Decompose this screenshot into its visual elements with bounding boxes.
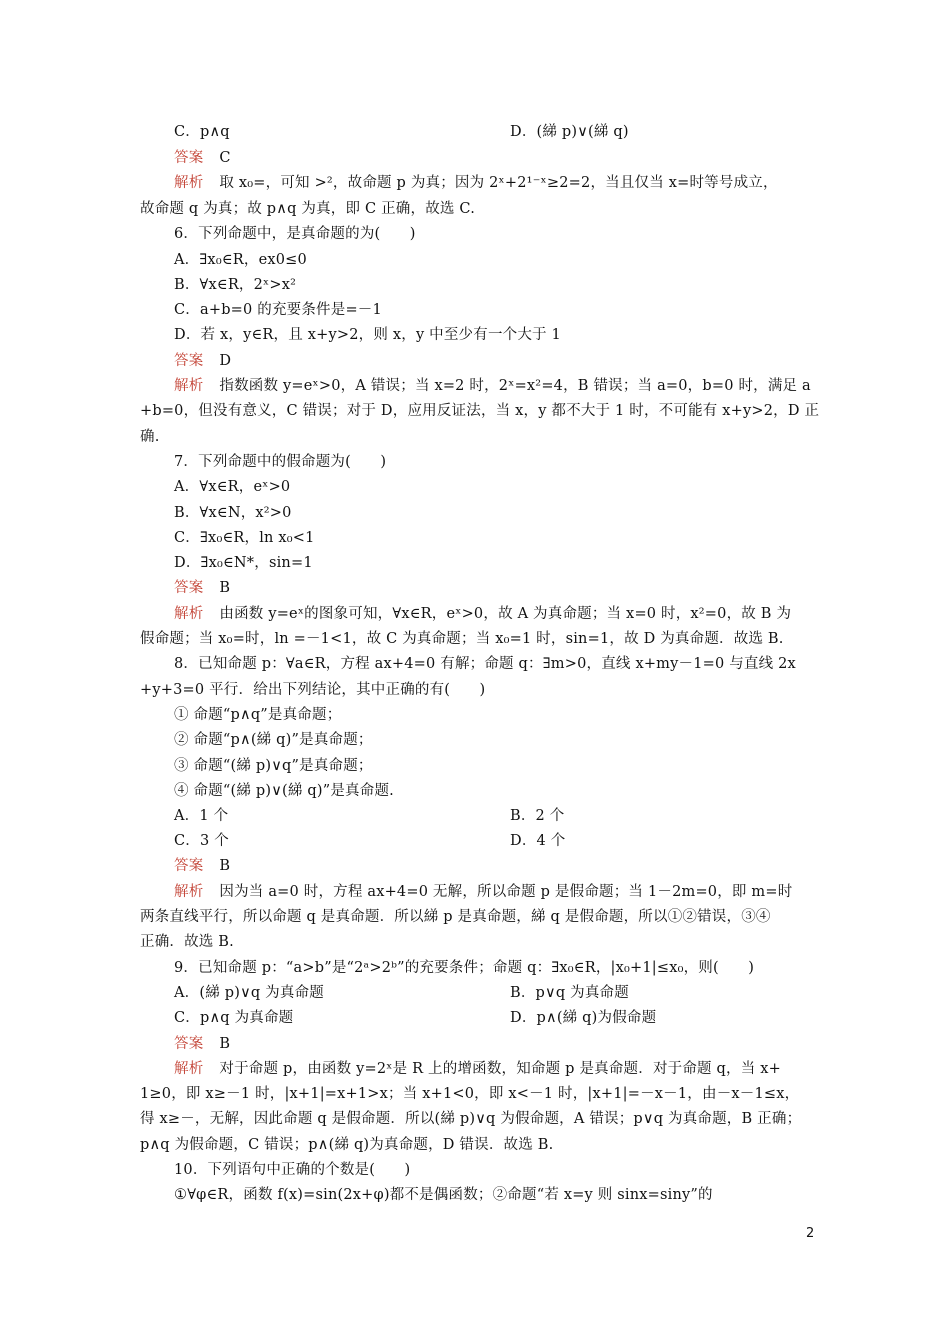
- text-line: [174, 1185, 854, 1205]
- line-text: B．∀x∈R，2ˣ>x²: [174, 277, 297, 293]
- text-line: [174, 1160, 854, 1180]
- text-line: [174, 856, 854, 876]
- text-line: [174, 1034, 854, 1054]
- line-text: D: [219, 353, 232, 369]
- line-text: 故命题 q 为真；故 p∧q 为真，即 C 正确，故选 C.: [140, 201, 476, 217]
- text-line: [174, 806, 854, 826]
- line-text: C: [219, 150, 231, 166]
- line-text: D．若 x，y∈R，且 x+y>2，则 x，y 中至少有一个大于 1: [174, 327, 561, 343]
- answer-label: 答案: [174, 1036, 204, 1052]
- line-text: 确.: [140, 429, 160, 445]
- line-text: ④ 命题“(綈 p)∨(綈 q)”是真命题.: [174, 783, 394, 799]
- line-text: 7．下列命题中的假命题为( ): [174, 454, 387, 470]
- line-text: ① 命题“p∧q”是真命题；: [174, 707, 342, 723]
- option-right-column: B．2 个: [510, 808, 565, 824]
- text-line: [174, 452, 854, 472]
- text-line: [140, 1109, 820, 1129]
- text-line: [174, 882, 854, 902]
- text-line: [174, 578, 854, 598]
- line-text: 得 x≥－，无解，因此命题 q 是假命题．所以(綈 p)∨q 为假命题，A 错误；p∨q 为真命题，B 正确；: [140, 1111, 802, 1127]
- line-text: 指数函数 y=eˣ>0，A 错误；当 x=2 时，2ˣ=x²=4，B 错误；当 a=0，b=0 时，满足 a: [219, 378, 811, 394]
- line-text: 两条直线平行，所以命题 q 是真命题．所以綈 p 是真命题，綈 q 是假命题，所以①②错误，③④: [140, 909, 771, 925]
- line-text: 10．下列语句中正确的个数是( ): [174, 1162, 411, 1178]
- line-text: +b=0，但没有意义，C 错误；对于 D，应用反证法，当 x，y 都不大于 1 时，不可能有 x+y>2，D 正: [140, 403, 820, 419]
- option-right-column: D．p∧(綈 q)为假命题: [510, 1010, 657, 1026]
- line-text: p∧q 为假命题，C 错误；p∧(綈 q)为真命题，D 错误．故选 B.: [140, 1137, 554, 1153]
- page-number: 2: [806, 1226, 815, 1241]
- text-line: [174, 705, 854, 725]
- text-line: [174, 1059, 854, 1079]
- answer-label: 答案: [174, 150, 204, 166]
- text-line: [174, 781, 854, 801]
- text-line: [174, 325, 854, 345]
- line-text: 对于命题 p，由函数 y=2ˣ是 R 上的增函数，知命题 p 是真命题．对于命题 q，当 x+: [219, 1061, 781, 1077]
- text-line: [174, 173, 854, 193]
- analysis-label: 解析: [174, 884, 204, 900]
- option-right-column: B．p∨q 为真命题: [510, 985, 629, 1001]
- line-text: 假命题；当 x₀=时，ln =－1<1，故 C 为真命题；当 x₀=1 时，sin=1，故 D 为真命题．故选 B.: [140, 631, 784, 647]
- line-text: C．3 个: [174, 833, 229, 849]
- line-text: A．1 个: [174, 808, 229, 824]
- line-text: +y+3=0 平行．给出下列结论，其中正确的有( ): [140, 682, 486, 698]
- text-line: [174, 376, 854, 396]
- text-line: [140, 199, 820, 219]
- line-text: B: [219, 858, 231, 874]
- answer-label: 答案: [174, 858, 204, 874]
- option-right-column: D．4 个: [510, 833, 566, 849]
- line-text: 因为当 a=0 时，方程 ax+4=0 无解，所以命题 p 是假命题；当 1－2m=0，即 m=时: [219, 884, 793, 900]
- text-line: [174, 730, 854, 750]
- option-right-column: D．(綈 p)∨(綈 q): [510, 124, 629, 140]
- text-line: [174, 1008, 854, 1028]
- line-text: C．a+b=0 的充要条件是=－1: [174, 302, 382, 318]
- answer-label: 答案: [174, 353, 204, 369]
- text-line: [140, 932, 820, 952]
- text-line: [140, 907, 820, 927]
- line-text: 9．已知命题 p：“a>b”是“2ᵃ>2ᵇ”的充要条件；命题 q：∃x₀∈R，|x₀+1|≤x₀，则( ): [174, 960, 755, 976]
- line-text: C．∃x₀∈R，ln x₀<1: [174, 530, 315, 546]
- text-line: [174, 250, 854, 270]
- text-line: [174, 983, 854, 1003]
- text-line: [140, 1135, 820, 1155]
- text-line: [174, 122, 854, 142]
- text-line: [174, 604, 854, 624]
- line-text: D．∃x₀∈N*，sin=1: [174, 555, 313, 571]
- text-line: [140, 401, 820, 421]
- text-line: [140, 629, 820, 649]
- text-line: [140, 427, 820, 447]
- text-line: [174, 300, 854, 320]
- text-line: [174, 831, 854, 851]
- line-text: B: [219, 580, 231, 596]
- text-line: [174, 148, 854, 168]
- analysis-label: 解析: [174, 378, 204, 394]
- line-text: A．(綈 p)∨q 为真命题: [174, 985, 324, 1001]
- line-text: 由函数 y=eˣ的图象可知，∀x∈R，eˣ>0，故 A 为真命题；当 x=0 时，x²=0，故 B 为: [219, 606, 792, 622]
- analysis-label: 解析: [174, 1061, 204, 1077]
- text-line: [174, 224, 854, 244]
- text-line: [174, 756, 854, 776]
- text-line: [174, 503, 854, 523]
- line-text: C．p∧q: [174, 124, 230, 140]
- line-text: 正确．故选 B.: [140, 934, 234, 950]
- line-text: 8．已知命题 p：∀a∈R，方程 ax+4=0 有解；命题 q：∃m>0，直线 x+my－1=0 与直线 2x: [174, 656, 796, 672]
- text-line: [174, 528, 854, 548]
- text-line: [174, 654, 854, 674]
- line-text: B: [219, 1036, 231, 1052]
- line-text: 1≥0，即 x≥－1 时，|x+1|=x+1>x；当 x+1<0，即 x<－1 时，|x+1|=－x－1，由－x－1≤x，: [140, 1086, 800, 1102]
- answer-label: 答案: [174, 580, 204, 596]
- line-text: C．p∧q 为真命题: [174, 1010, 294, 1026]
- line-text: ③ 命题“(綈 p)∨q”是真命题；: [174, 758, 373, 774]
- line-text: 6．下列命题中，是真命题的为( ): [174, 226, 416, 242]
- line-text: A．∀x∈R，eˣ>0: [174, 479, 291, 495]
- line-text: B．∀x∈N，x²>0: [174, 505, 292, 521]
- text-line: [174, 958, 854, 978]
- line-text: ①∀φ∈R，函数 f(x)=sin(2x+φ)都不是偶函数；②命题“若 x=y 则 sinx=siny”的: [174, 1187, 713, 1203]
- text-line: [174, 275, 854, 295]
- line-text: 取 x₀=，可知 >²，故命题 p 为真；因为 2ˣ+2¹⁻ˣ≥2=2，当且仅当 x=时等号成立，: [219, 175, 778, 191]
- text-line: [174, 477, 854, 497]
- line-text: ② 命题“p∧(綈 q)”是真命题；: [174, 732, 373, 748]
- text-line: [140, 1084, 820, 1104]
- text-line: [174, 351, 854, 371]
- text-line: [174, 553, 854, 573]
- text-line: [140, 680, 820, 700]
- analysis-label: 解析: [174, 606, 204, 622]
- analysis-label: 解析: [174, 175, 204, 191]
- line-text: A．∃x₀∈R，ex0≤0: [174, 252, 307, 268]
